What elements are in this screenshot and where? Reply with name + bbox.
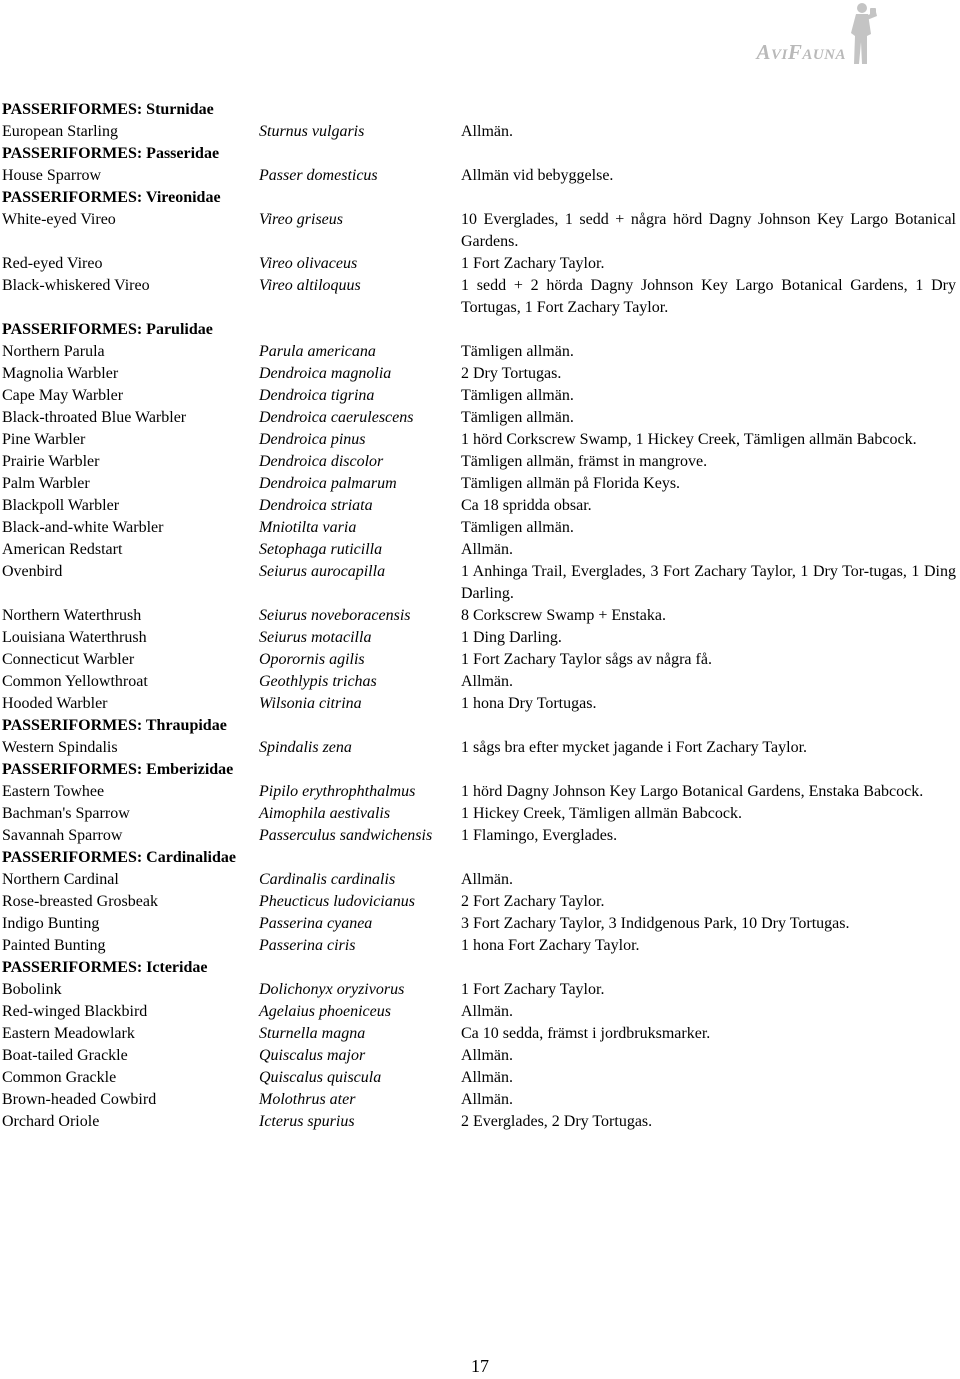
family-heading: PASSERIFORMES: Cardinalidae <box>2 849 236 866</box>
latin-name: Agelaius phoeniceus <box>259 1003 391 1020</box>
species-row <box>2 979 958 1001</box>
common-name: Magnolia Warbler <box>2 365 119 382</box>
latin-name: Dendroica palmarum <box>259 475 397 492</box>
common-name: American Redstart <box>2 541 123 558</box>
observation-note: Allmän vid bebyggelse. <box>461 167 614 184</box>
latin-name: Parula americana <box>259 343 376 360</box>
species-row <box>2 803 958 825</box>
species-row <box>2 429 958 451</box>
common-name: Pine Warbler <box>2 431 86 448</box>
species-row <box>2 451 958 473</box>
common-name: Orchard Oriole <box>2 1113 100 1130</box>
observation-note: Tämligen allmän på Florida Keys. <box>461 475 681 492</box>
latin-name: Seiurus motacilla <box>259 629 372 646</box>
latin-name: Pipilo erythrophthalmus <box>259 783 416 800</box>
common-name: Savannah Sparrow <box>2 827 123 844</box>
latin-name: Dolichonyx oryzivorus <box>259 981 405 998</box>
family-heading: PASSERIFORMES: Sturnidae <box>2 101 214 118</box>
common-name: House Sparrow <box>2 167 102 184</box>
observation-note: 1 hörd Dagny Johnson Key Largo Botanical Gardens, Enstaka Babcock. <box>461 783 924 800</box>
observation-note: 2 Fort Zachary Taylor. <box>461 893 605 910</box>
common-name: Hooded Warbler <box>2 695 108 712</box>
observation-note: Allmän. <box>461 871 513 888</box>
latin-name: Icterus spurius <box>259 1113 355 1130</box>
species-row <box>2 869 958 891</box>
observation-note: Allmän. <box>461 1047 513 1064</box>
species-row <box>2 363 958 385</box>
latin-name: Vireo olivaceus <box>259 255 358 272</box>
common-name: Common Yellowthroat <box>2 673 148 690</box>
species-row <box>2 1089 958 1111</box>
species-row <box>2 693 958 715</box>
family-heading: PASSERIFORMES: Parulidae <box>2 321 213 338</box>
common-name: Common Grackle <box>2 1069 117 1086</box>
common-name: Rose-breasted Grosbeak <box>2 893 158 910</box>
page-number: 17 <box>471 1356 489 1376</box>
latin-name: Wilsonia citrina <box>259 695 362 712</box>
latin-name: Quiscalus quiscula <box>259 1069 382 1086</box>
common-name: European Starling <box>2 123 118 140</box>
species-row <box>2 913 958 935</box>
common-name: Eastern Meadowlark <box>2 1025 135 1042</box>
species-row <box>2 891 958 913</box>
common-name: Black-throated Blue Warbler <box>2 409 187 426</box>
latin-name: Seiurus noveboracensis <box>259 607 411 624</box>
common-name: Painted Bunting <box>2 937 106 954</box>
observation-note: Ca 18 spridda obsar. <box>461 497 592 514</box>
common-name: Bachman's Sparrow <box>2 805 130 822</box>
observation-note: Allmän. <box>461 1003 513 1020</box>
latin-name: Passerina ciris <box>259 937 356 954</box>
common-name: Bobolink <box>2 981 62 998</box>
logo-text: AviFauna <box>756 40 846 64</box>
latin-name: Spindalis zena <box>259 739 352 756</box>
observation-note: Allmän. <box>461 673 513 690</box>
species-row <box>2 341 958 363</box>
common-name: Connecticut Warbler <box>2 651 135 668</box>
common-name: Brown-headed Cowbird <box>2 1091 157 1108</box>
common-name: Cape May Warbler <box>2 387 124 404</box>
observation-note: 1 sågs bra efter mycket jagande i Fort Zachary Taylor. <box>461 739 808 756</box>
observation-note: Tämligen allmän. <box>461 409 574 426</box>
species-row <box>2 473 958 495</box>
latin-name: Passerina cyanea <box>259 915 373 932</box>
observation-note: 1 Anhinga Trail, Everglades, 3 Fort Zachary Taylor, 1 Dry Tor-tugas, 1 Ding Darling. <box>461 563 956 602</box>
common-name: Indigo Bunting <box>2 915 100 932</box>
latin-name: Oporornis agilis <box>259 651 365 668</box>
observation-note: 1 Hickey Creek, Tämligen allmän Babcock. <box>461 805 742 822</box>
latin-name: Passer domesticus <box>259 167 378 184</box>
common-name: Western Spindalis <box>2 739 118 756</box>
observation-note: Tämligen allmän. <box>461 519 574 536</box>
species-row <box>2 1045 958 1067</box>
observation-note: Ca 10 sedda, främst i jordbruksmarker. <box>461 1025 711 1042</box>
latin-name: Molothrus ater <box>259 1091 356 1108</box>
latin-name: Vireo griseus <box>259 211 343 228</box>
observation-note: 1 Fort Zachary Taylor sågs av några få. <box>461 651 712 668</box>
latin-name: Setophaga ruticilla <box>259 541 383 558</box>
observation-note: 1 hörd Corkscrew Swamp, 1 Hickey Creek, Tämligen allmän Babcock. <box>461 431 917 448</box>
common-name: Eastern Towhee <box>2 783 105 800</box>
observation-note: 2 Dry Tortugas. <box>461 365 562 382</box>
species-row <box>2 1111 958 1133</box>
species-row <box>2 253 958 275</box>
species-row <box>2 495 958 517</box>
species-row <box>2 825 958 847</box>
latin-name: Dendroica magnolia <box>259 365 392 382</box>
observation-note: Allmän. <box>461 1091 513 1108</box>
species-row <box>2 671 958 693</box>
latin-name: Mniotilta varia <box>259 519 357 536</box>
species-row <box>2 407 958 429</box>
species-row <box>2 1001 958 1023</box>
species-row <box>2 165 958 187</box>
species-row <box>2 649 958 671</box>
observation-note: 1 Flamingo, Everglades. <box>461 827 618 844</box>
latin-name: Dendroica pinus <box>259 431 366 448</box>
common-name: Red-eyed Vireo <box>2 255 103 272</box>
family-heading: PASSERIFORMES: Emberizidae <box>2 761 234 778</box>
observation-note: Allmän. <box>461 1069 513 1086</box>
species-row <box>2 935 958 957</box>
observation-note: 1 hona Dry Tortugas. <box>461 695 597 712</box>
species-row <box>2 1067 958 1089</box>
observation-note: 2 Everglades, 2 Dry Tortugas. <box>461 1113 653 1130</box>
species-row <box>2 737 958 759</box>
latin-name: Sturnus vulgaris <box>259 123 365 140</box>
latin-name: Quiscalus major <box>259 1047 366 1064</box>
common-name: Louisiana Waterthrush <box>2 629 147 646</box>
observation-note: Tämligen allmän. <box>461 387 574 404</box>
observation-note: 1 hona Fort Zachary Taylor. <box>461 937 640 954</box>
species-list <box>2 99 958 1133</box>
common-name: Northern Waterthrush <box>2 607 142 624</box>
species-row <box>2 1023 958 1045</box>
species-row <box>2 385 958 407</box>
species-row <box>2 209 958 253</box>
observation-note: 10 Everglades, 1 sedd + några hörd Dagny Johnson Key Largo Botanical Gardens. <box>461 211 956 250</box>
latin-name: Dendroica striata <box>259 497 373 514</box>
species-row <box>2 517 958 539</box>
observation-note: 1 sedd + 2 hörda Dagny Johnson Key Largo Botanical Gardens, 1 Dry Tortugas, 1 Fort Zachary Taylor. <box>461 277 956 316</box>
latin-name: Seiurus aurocapilla <box>259 563 386 580</box>
observation-note: Allmän. <box>461 123 513 140</box>
latin-name: Cardinalis cardinalis <box>259 871 396 888</box>
family-heading: PASSERIFORMES: Icteridae <box>2 959 208 976</box>
observation-note: 3 Fort Zachary Taylor, 3 Indidgenous Park, 10 Dry Tortugas. <box>461 915 850 932</box>
common-name: Boat-tailed Grackle <box>2 1047 128 1064</box>
common-name: Northern Cardinal <box>2 871 119 888</box>
common-name: Blackpoll Warbler <box>2 497 120 514</box>
family-heading: PASSERIFORMES: Passeridae <box>2 145 220 162</box>
latin-name: Aimophila aestivalis <box>259 805 391 822</box>
latin-name: Vireo altiloquus <box>259 277 361 294</box>
observation-note: Allmän. <box>461 541 513 558</box>
avifauna-logo <box>712 0 960 72</box>
observation-note: 1 Ding Darling. <box>461 629 562 646</box>
observation-note: Tämligen allmän. <box>461 343 574 360</box>
latin-name: Dendroica caerulescens <box>259 409 414 426</box>
latin-name: Pheucticus ludovicianus <box>259 893 415 910</box>
common-name: White-eyed Vireo <box>2 211 116 228</box>
common-name: Northern Parula <box>2 343 105 360</box>
species-row <box>2 121 958 143</box>
common-name: Ovenbird <box>2 563 63 580</box>
common-name: Black-and-white Warbler <box>2 519 164 536</box>
common-name: Red-winged Blackbird <box>2 1003 148 1020</box>
latin-name: Geothlypis trichas <box>259 673 377 690</box>
latin-name: Dendroica discolor <box>259 453 384 470</box>
common-name: Palm Warbler <box>2 475 90 492</box>
common-name: Black-whiskered Vireo <box>2 277 150 294</box>
species-row <box>2 605 958 627</box>
observation-note: 1 Fort Zachary Taylor. <box>461 981 605 998</box>
latin-name: Passerculus sandwichensis <box>259 827 433 844</box>
species-row <box>2 539 958 561</box>
species-row <box>2 561 958 605</box>
common-name: Prairie Warbler <box>2 453 100 470</box>
species-row <box>2 627 958 649</box>
latin-name: Dendroica tigrina <box>259 387 375 404</box>
birdwatcher-icon <box>840 0 880 68</box>
family-heading: PASSERIFORMES: Vireonidae <box>2 189 221 206</box>
observation-note: Tämligen allmän, främst in mangrove. <box>461 453 708 470</box>
family-heading: PASSERIFORMES: Thraupidae <box>2 717 227 734</box>
observation-note: 8 Corkscrew Swamp + Enstaka. <box>461 607 666 624</box>
observation-note: 1 Fort Zachary Taylor. <box>461 255 605 272</box>
species-row <box>2 781 958 803</box>
species-row <box>2 275 958 319</box>
latin-name: Sturnella magna <box>259 1025 366 1042</box>
